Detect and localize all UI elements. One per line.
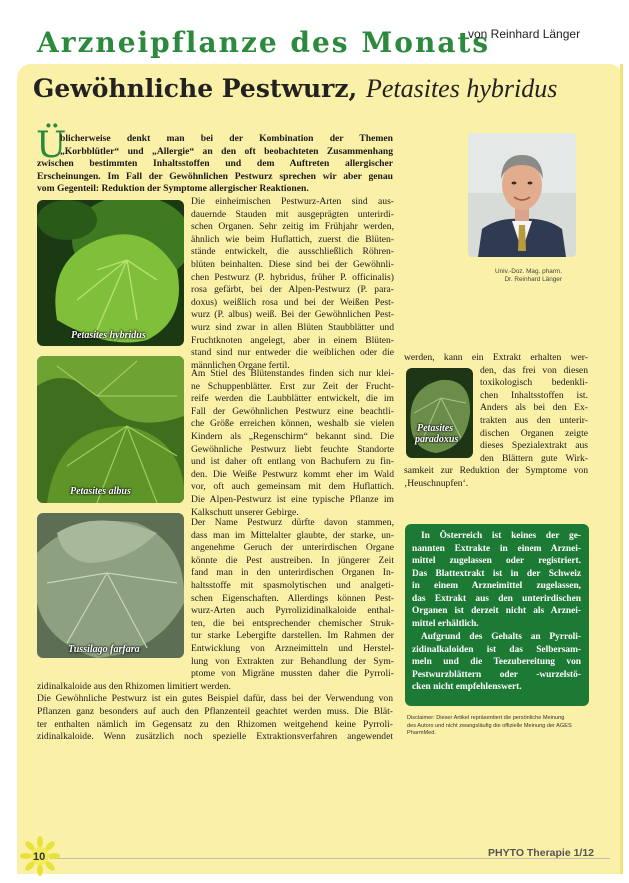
wide-line-4: ter enthalten nämlich im Gegensatz zu den Rhizomen weitgehend keine Pyrroli- — [37, 718, 393, 730]
col1c-line-2: dass man im Mittelalter glaubte, der starke, un- — [191, 529, 394, 541]
col1b-line-10: vor, oft auch gemeinsam mit dem Huflattich. — [191, 481, 394, 493]
col1c-line-9: ten, die bei entsprechender chemischer Struk- — [191, 617, 394, 629]
col1a-line-11: wurz sind zwar in allen Blüten Staubblätter und — [191, 322, 394, 333]
col1a-line-1: Die einheimischen Pestwurz-Arten sind aus- — [191, 196, 394, 207]
title-latin: Petasites hybridus — [365, 74, 558, 103]
lead-line-1: blicherweise denkt man bei der Kombination der Themen — [60, 133, 393, 144]
col1a-line-13: stand sind nur entweder die weiblichen oder die — [191, 347, 394, 359]
info-line-10: zidinalkaloiden ist das Selbersam- — [412, 644, 581, 655]
caption-albus: Petasites albus — [70, 486, 131, 497]
col2-line-5: trakten aus den unterir- — [480, 415, 588, 426]
col1a-line-5: stände entwickelt, die ausschließlich Röhren- — [191, 246, 394, 258]
caption-paradoxus-2: paradoxus — [415, 434, 459, 445]
col1b-line-2: ne Schuppenblätter. Erst zur Zeit der Frucht- — [191, 380, 394, 392]
page-header — [0, 0, 629, 64]
lead-line-5: vom Gegenteil: Reduktion der Symptome allergischer Reaktionen. — [37, 183, 309, 194]
info-line-9: Aufgrund des Gehalts an Pyrroli- — [421, 632, 581, 642]
series-title: Arzneipflanze des Monats — [37, 26, 491, 59]
disclaimer-line-3: PharmMed. — [407, 730, 436, 736]
col1c-line-11: Entwicklung von Arzneimitteln und Herstel- — [191, 643, 394, 654]
photo-petasites-hybridus — [37, 200, 184, 346]
col2-line-6: dischen Organen zeigte — [480, 427, 588, 439]
article-title — [33, 74, 557, 104]
disclaimer-line-1: Disclaimer: Dieser Artikel repräsentiert die persönliche Meinung — [407, 715, 565, 721]
col2-line-2: toxikologisch bedenkli- — [480, 377, 588, 389]
col1a-line-8: rosa gefärbt, bei der Alpen-Pestwurz (P. para- — [191, 284, 394, 296]
col2-end-line-1: samkeit zur Reduktion der Symptome von — [404, 465, 588, 477]
info-line-12: Pestwurzblättern oder -wurzelstö- — [412, 669, 581, 680]
leaf-image-albus — [37, 356, 184, 503]
lead-dropcap: Ü — [36, 125, 67, 166]
panel-edge — [620, 64, 623, 874]
info-line-6: das Extrakt aus den unterirdischen — [412, 593, 581, 604]
col1b-line-7: Gewöhnliche Pestwurz liebt feuchte Standorte — [191, 443, 394, 455]
col2-top-line: werden, kann ein Extrakt erhalten wer- — [404, 352, 588, 363]
wide-line-5: zidinalkaloide. Wenn zusätzlich noch spezielle Extraktionsverfahren angewendet — [37, 731, 393, 743]
lead-line-3: zwischen bestimmten Inhaltsstoffen und dem Auftreten allergischer — [37, 158, 393, 169]
info-line-2: nannten Extrakte in einem Arznei- — [412, 543, 581, 554]
lead-line-2: „Korbblütler“ und „Allergie“ an den oft beobachteten Zusammenhang — [60, 145, 393, 157]
col1b-line-6: Kindern als „Regenschirm“ bekannt sind. Die — [191, 431, 394, 442]
author-portrait — [468, 133, 576, 257]
col2-end-line-2: ‚Heuschnupfen‘. — [404, 478, 469, 489]
col2-line-7: dieses Spezialextrakt aus — [480, 440, 588, 452]
col1c-line-1: Der Name Pestwurz dürfte davon stammen, — [191, 517, 394, 528]
caption-hybridus: Petasites hybridus — [71, 330, 146, 341]
info-line-11: meln und die Teezubereitung von — [412, 657, 581, 667]
col1c-line-10: tur starke Lebergifte darstellen. Im Rahmen der — [191, 630, 394, 642]
wide-line-3: Pflanzen ganz besonders auf auch den Pflanzenteil geachtet werden muss. Die Blät- — [37, 706, 393, 717]
info-line-13: cken nicht empfehlenswert. — [412, 682, 522, 692]
col1c-line-7: schen Eigenschaften. Allerdings können Pest- — [191, 592, 394, 604]
caption-farfara: Tussilago farfara — [68, 644, 140, 655]
photo-tussilago-farfara — [37, 513, 184, 658]
leaf-image-farfara — [37, 513, 184, 658]
col1a-line-14: männlichen Organe fertil. — [191, 359, 290, 371]
col1b-line-4: Fall der Gewöhnlichen Pestwurz eine beachtli- — [191, 405, 394, 417]
col2-line-4: Anders als bei den Ex- — [480, 402, 588, 414]
col1b-line-8: und ist daher oft entlang von Bachufern zu fin- — [191, 456, 394, 468]
portrait-caption-2: Dr. Reinhard Länger — [504, 276, 562, 283]
page-number: 10 — [33, 851, 46, 863]
info-line-1: In Österreich ist keines der ge- — [421, 531, 581, 541]
col1a-line-6: blüten beinhalten. Diese sind bei der Gewöhnli- — [191, 259, 394, 270]
col1c-line-13: ptome von Migräne mussten daher die Pyrroli- — [191, 668, 394, 680]
lead-line-4: Erscheinungen. Im Fall der Gewöhnlichen Pestwurz sprechen wir aber genau — [37, 170, 393, 182]
info-line-3: mittel zugelassen oder registriert. — [412, 556, 581, 566]
leaf-image-hybridus — [37, 200, 184, 346]
portrait-caption-1: Univ.-Doz. Mag. pharm. — [494, 268, 562, 275]
col1c-line-3: angenehme Geruch der unterirdischen Organe — [191, 542, 394, 554]
col1b-line-1: Am Stiel des Blütenstandes finden sich nur klei- — [191, 368, 394, 379]
col2-line-8: den Blättern gute Wirk- — [480, 452, 588, 464]
col1c-line-5: fand man in den unterirdischen Organen In- — [191, 567, 394, 579]
info-line-5: in einem Arzneimittel zugelassen, — [412, 581, 581, 591]
caption-paradoxus-1: Petasites — [417, 423, 454, 434]
wide-line-1: zidinalkaloide aus den Rhizomen limitiert werden. — [37, 680, 231, 692]
col1a-line-3: schen Organen. Sehr zeitig im Frühjahr werden, — [191, 221, 394, 233]
col1b-line-5: che Größe erreichen können, weshalb sie vielen — [191, 418, 394, 430]
portrait-image — [468, 133, 576, 257]
col1a-line-7: chen Pestwurz (P. hybridus, früher P. officinalis) — [191, 271, 394, 283]
col2-line-3: chen Inhaltsstoffen ist. — [480, 389, 588, 401]
col1c-line-12: lung von Extrakten zur Behandlung der Sym- — [191, 655, 394, 667]
author-line: von Reinhard Länger — [468, 27, 581, 41]
col2-line-1: den, das frei von diesen — [480, 364, 588, 376]
col1b-line-9: den. Die Weiße Pestwurz kommt eher im Wald — [191, 468, 394, 480]
col1c-line-4: könnte die Pest austreiben. In jüngerer Zeit — [191, 554, 394, 566]
col1a-line-10: wurz (P. albus) weiß. Bei der Gewöhnlichen Pest- — [191, 309, 394, 321]
col1a-line-12: Fruchtknoten angelegt, aber in einem Blüten- — [191, 334, 394, 346]
col1a-line-4: ähnlich wie beim Huflattich, zuerst die Blüten- — [191, 233, 394, 245]
col1b-line-11: Die Alpen-Pestwurz ist eine typische Pflanze im — [191, 494, 394, 505]
info-line-7: Organen ist derzeit nicht als Arznei- — [412, 606, 581, 616]
col1a-line-9: doxus) weißlich rosa und bei der Weißen Pest- — [191, 296, 394, 308]
col1b-line-12: Kalkschutt unserer Gebirge. — [191, 506, 299, 518]
info-line-8: mittel erhältlich. — [412, 618, 479, 629]
col1c-line-8: wurz-Arten auch Pyrrolizidinalkaloide enthal- — [191, 605, 394, 617]
journal-name: PHYTO Therapie 1/12 — [488, 847, 595, 859]
col1c-line-6: haltsstoffe mit spasmolytischen und analgeti- — [191, 580, 394, 591]
wide-line-2: Die Gewöhnliche Pestwurz ist ein gutes Beispiel dafür, dass bei der Verwendung von — [37, 693, 393, 705]
info-line-4: Das Blattextrakt ist in der Schweiz — [412, 568, 581, 579]
disclaimer-line-2: des Autors und nicht zwangsläufig die offizielle Meinung der AGES — [407, 722, 572, 729]
photo-petasites-albus — [37, 356, 184, 503]
col1b-line-3: reife werden die Laubblätter entwickelt, die im — [191, 393, 394, 405]
title-german: Gewöhnliche Pestwurz, — [33, 74, 358, 103]
col1a-line-2: dauernde Stauden mit ausgeprägten unterirdi- — [191, 208, 394, 220]
